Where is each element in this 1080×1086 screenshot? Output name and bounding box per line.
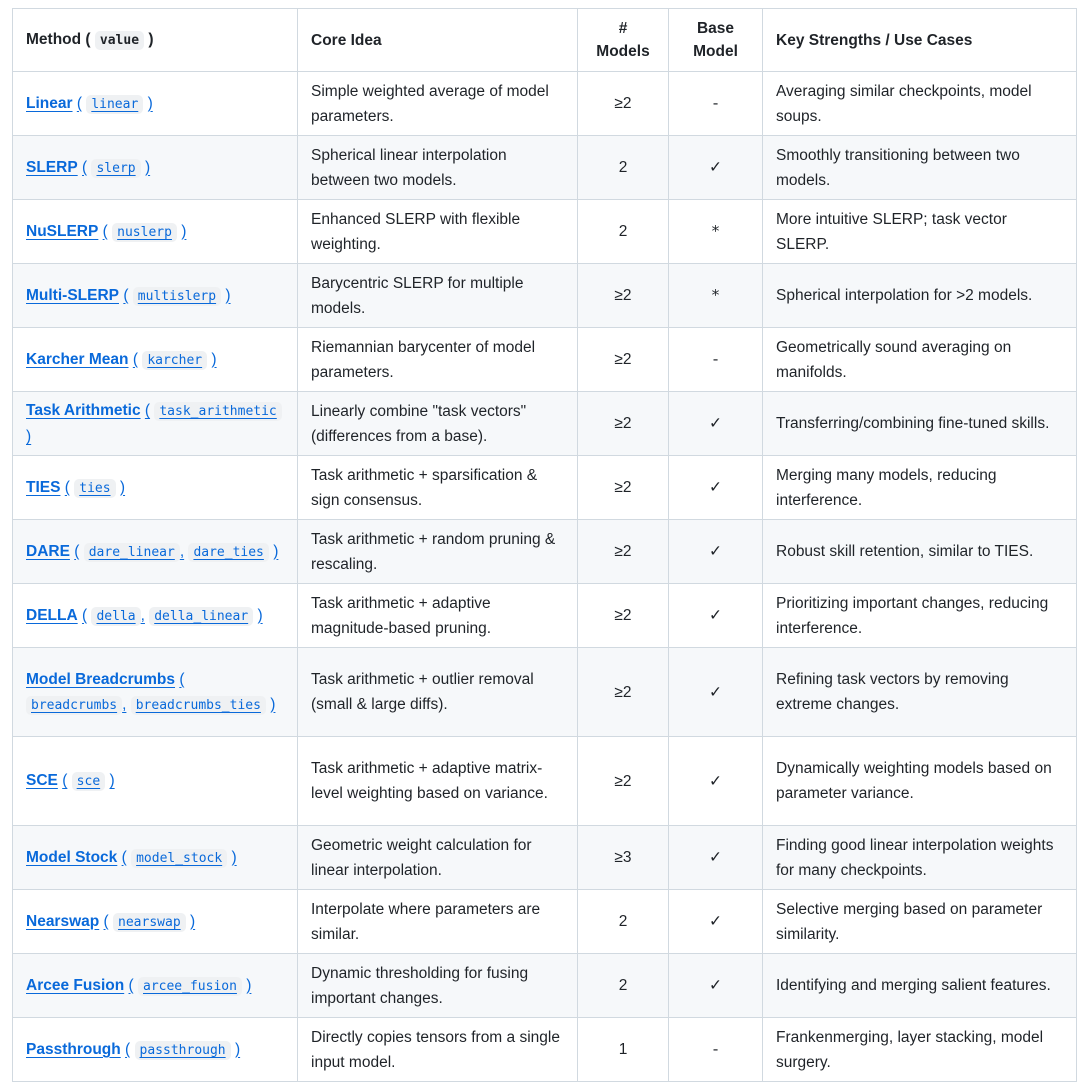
merge-methods-table: [12, 8, 1077, 1082]
method-cell: [13, 328, 298, 392]
base-model-cell: -: [669, 328, 763, 392]
strengths-cell: Finding good linear interpolation weights for many checkpoints.: [763, 826, 1077, 890]
paren-close: ): [189, 912, 196, 930]
models-count-cell: ≥2: [578, 520, 669, 584]
core-idea-cell: Spherical linear interpolation between two models.: [298, 136, 578, 200]
table-row: [13, 200, 1077, 264]
base-model-cell: ✓: [669, 584, 763, 648]
paren-open: (: [144, 402, 151, 419]
method-cell: [13, 456, 298, 520]
header-models: # Models: [578, 9, 669, 72]
paren-close: ): [234, 1040, 241, 1058]
paren-open: (: [128, 976, 134, 994]
method-cell: [13, 136, 298, 200]
paren-open: (: [82, 158, 88, 176]
method-link[interactable]: Linear: [26, 94, 73, 112]
core-idea-cell: Geometric weight calculation for linear interpolation.: [298, 826, 578, 890]
method-cell: [13, 392, 298, 456]
header-strengths: Key Strengths / Use Cases: [763, 9, 1077, 72]
strengths-cell: Dynamically weighting models based on parameter variance.: [763, 737, 1077, 826]
core-idea-cell: Dynamic thresholding for fusing important changes.: [298, 954, 578, 1018]
table-row: [13, 584, 1077, 648]
core-idea-cell: Enhanced SLERP with flexible weighting.: [298, 200, 578, 264]
method-code[interactable]: linear: [86, 95, 143, 114]
core-idea-cell: Barycentric SLERP for multiple models.: [298, 264, 578, 328]
models-count-cell: 2: [578, 200, 669, 264]
strengths-cell: Spherical interpolation for >2 models.: [763, 264, 1077, 328]
paren-open: (: [64, 478, 70, 496]
strengths-cell: Averaging similar checkpoints, model soups.: [763, 72, 1077, 136]
method-link[interactable]: Karcher Mean: [26, 350, 129, 368]
strengths-cell: More intuitive SLERP; task vector SLERP.: [763, 200, 1077, 264]
method-code[interactable]: arcee_fusion: [138, 977, 242, 996]
core-idea-cell: Linearly combine "task vectors" (differences from a base).: [298, 392, 578, 456]
paren-close: ): [246, 976, 252, 994]
method-code[interactable]: karcher: [142, 351, 207, 370]
models-count-cell: ≥2: [578, 72, 669, 136]
header-base-model: Base Model: [669, 9, 763, 72]
table-row: [13, 648, 1077, 737]
method-code[interactable]: passthrough: [135, 1041, 231, 1060]
models-count-cell: ≥2: [578, 264, 669, 328]
method-code[interactable]: breadcrumbs: [26, 696, 122, 715]
table-row: [13, 890, 1077, 954]
paren-open: (: [103, 912, 109, 930]
table-header-row: [13, 9, 1077, 72]
base-model-cell: *: [669, 264, 763, 328]
models-count-cell: ≥2: [578, 737, 669, 826]
method-code[interactable]: multislerp: [133, 287, 221, 306]
table-row: [13, 520, 1077, 584]
base-model-cell: ✓: [669, 737, 763, 826]
merge-methods-table-container: [12, 8, 1076, 1082]
paren-close: ): [147, 94, 153, 112]
core-idea-cell: Simple weighted average of model parameters.: [298, 72, 578, 136]
method-link[interactable]: Multi-SLERP: [26, 286, 119, 304]
method-code[interactable]: slerp: [91, 159, 140, 178]
paren-open: (: [125, 1040, 131, 1058]
base-model-cell: ✓: [669, 520, 763, 584]
method-code[interactable]: nearswap: [113, 913, 186, 932]
method-code[interactable]: ties: [74, 479, 115, 498]
strengths-cell: Refining task vectors by removing extreme changes.: [763, 648, 1077, 737]
core-idea-cell: Directly copies tensors from a single input model.: [298, 1018, 578, 1082]
table-row: [13, 954, 1077, 1018]
header-method: Method ( value ): [13, 9, 298, 72]
models-count-cell: ≥2: [578, 456, 669, 520]
base-model-cell: ✓: [669, 392, 763, 456]
core-idea-cell: Task arithmetic + adaptive magnitude-based pruning.: [298, 584, 578, 648]
models-count-cell: ≥2: [578, 648, 669, 737]
table-row: [13, 72, 1077, 136]
core-idea-cell: Riemannian barycenter of model parameters.: [298, 328, 578, 392]
strengths-cell: Merging many models, reducing interference.: [763, 456, 1077, 520]
base-model-cell: ✓: [669, 826, 763, 890]
strengths-cell: Frankenmerging, layer stacking, model surgery.: [763, 1018, 1077, 1082]
base-model-cell: *: [669, 200, 763, 264]
code-separator: ,: [122, 695, 127, 713]
method-link[interactable]: DELLA: [26, 606, 78, 624]
method-code[interactable]: nuslerp: [112, 223, 177, 242]
method-link[interactable]: TIES: [26, 478, 61, 496]
code-separator: ,: [140, 606, 145, 624]
base-model-cell: -: [669, 72, 763, 136]
method-link[interactable]: Arcee Fusion: [26, 976, 125, 994]
method-cell: [13, 520, 298, 584]
table-row: [13, 1018, 1077, 1082]
paren-open: (: [102, 222, 108, 240]
method-link[interactable]: SCE: [26, 772, 58, 789]
paren-close: ): [273, 542, 279, 560]
table-row: [13, 136, 1077, 200]
strengths-cell: Transferring/combining fine-tuned skills.: [763, 392, 1077, 456]
paren-open: (: [179, 670, 185, 688]
core-idea-cell: Task arithmetic + outlier removal (small & large diffs).: [298, 648, 578, 737]
models-count-cell: ≥3: [578, 826, 669, 890]
paren-open: (: [81, 606, 88, 624]
base-model-cell: ✓: [669, 890, 763, 954]
paren-close: ): [26, 428, 32, 445]
paren-close: ): [144, 158, 151, 176]
core-idea-cell: Task arithmetic + sparsification & sign consensus.: [298, 456, 578, 520]
paren-open: (: [121, 848, 127, 866]
method-link[interactable]: SLERP: [26, 158, 78, 176]
paren-open: (: [62, 772, 68, 789]
method-code[interactable]: della_linear: [149, 607, 253, 626]
method-link[interactable]: Task Arithmetic: [26, 402, 141, 419]
models-count-cell: ≥2: [578, 392, 669, 456]
paren-open: (: [76, 94, 82, 112]
strengths-cell: Selective merging based on parameter similarity.: [763, 890, 1077, 954]
table-row: [13, 737, 1077, 826]
paren-close: ): [231, 848, 237, 866]
code-separator: ,: [179, 542, 185, 560]
core-idea-cell: Task arithmetic + random pruning & rescaling.: [298, 520, 578, 584]
strengths-cell: Prioritizing important changes, reducing interference.: [763, 584, 1077, 648]
strengths-cell: Geometrically sound averaging on manifolds.: [763, 328, 1077, 392]
paren-close: ): [225, 286, 231, 304]
paren-open: (: [123, 286, 129, 304]
base-model-cell: ✓: [669, 136, 763, 200]
method-cell: [13, 954, 298, 1018]
models-count-cell: 2: [578, 890, 669, 954]
strengths-cell: Robust skill retention, similar to TIES.: [763, 520, 1077, 584]
table-row: [13, 392, 1077, 456]
base-model-cell: ✓: [669, 456, 763, 520]
base-model-cell: -: [669, 1018, 763, 1082]
method-code[interactable]: dare_linear: [84, 543, 180, 562]
models-count-cell: ≥2: [578, 584, 669, 648]
method-link[interactable]: DARE: [26, 542, 70, 560]
strengths-cell: Identifying and merging salient features.: [763, 954, 1077, 1018]
paren-open: (: [132, 350, 138, 368]
method-link[interactable]: Model Breadcrumbs: [26, 670, 176, 688]
table-row: [13, 826, 1077, 890]
paren-close: ): [109, 772, 115, 789]
core-idea-cell: Interpolate where parameters are similar.: [298, 890, 578, 954]
method-cell: [13, 200, 298, 264]
method-cell: [13, 1018, 298, 1082]
models-count-cell: 2: [578, 954, 669, 1018]
method-cell: [13, 737, 298, 826]
strengths-cell: Smoothly transitioning between two models.: [763, 136, 1077, 200]
paren-close: ): [270, 695, 276, 713]
method-cell: [13, 890, 298, 954]
paren-open: (: [74, 542, 80, 560]
header-method-code: value: [95, 31, 144, 50]
method-code[interactable]: sce: [72, 772, 105, 791]
table-row: [13, 328, 1077, 392]
base-model-cell: ✓: [669, 954, 763, 1018]
method-link[interactable]: Passthrough: [26, 1040, 121, 1058]
core-idea-cell: Task arithmetic + adaptive matrix-level weighting based on variance.: [298, 737, 578, 826]
models-count-cell: 2: [578, 136, 669, 200]
method-link[interactable]: NuSLERP: [26, 222, 99, 240]
method-code[interactable]: task_arithmetic: [154, 402, 281, 421]
models-count-cell: ≥2: [578, 328, 669, 392]
paren-close: ): [257, 606, 263, 624]
method-cell: [13, 264, 298, 328]
base-model-cell: ✓: [669, 648, 763, 737]
paren-close: ): [119, 478, 126, 496]
paren-close: ): [181, 222, 187, 240]
models-count-cell: 1: [578, 1018, 669, 1082]
method-code[interactable]: dare_ties: [188, 543, 268, 562]
header-core-idea: Core Idea: [298, 9, 578, 72]
table-row: [13, 264, 1077, 328]
paren-close: ): [211, 350, 217, 368]
method-link[interactable]: Model Stock: [26, 848, 118, 866]
method-code[interactable]: della: [91, 607, 140, 626]
table-body: [13, 72, 1077, 1082]
method-link[interactable]: Nearswap: [26, 912, 100, 930]
method-cell: [13, 648, 298, 737]
method-code[interactable]: model_stock: [131, 849, 227, 868]
method-cell: [13, 72, 298, 136]
method-code[interactable]: breadcrumbs_ties: [131, 696, 266, 715]
method-cell: [13, 584, 298, 648]
method-cell: [13, 826, 298, 890]
table-row: [13, 456, 1077, 520]
